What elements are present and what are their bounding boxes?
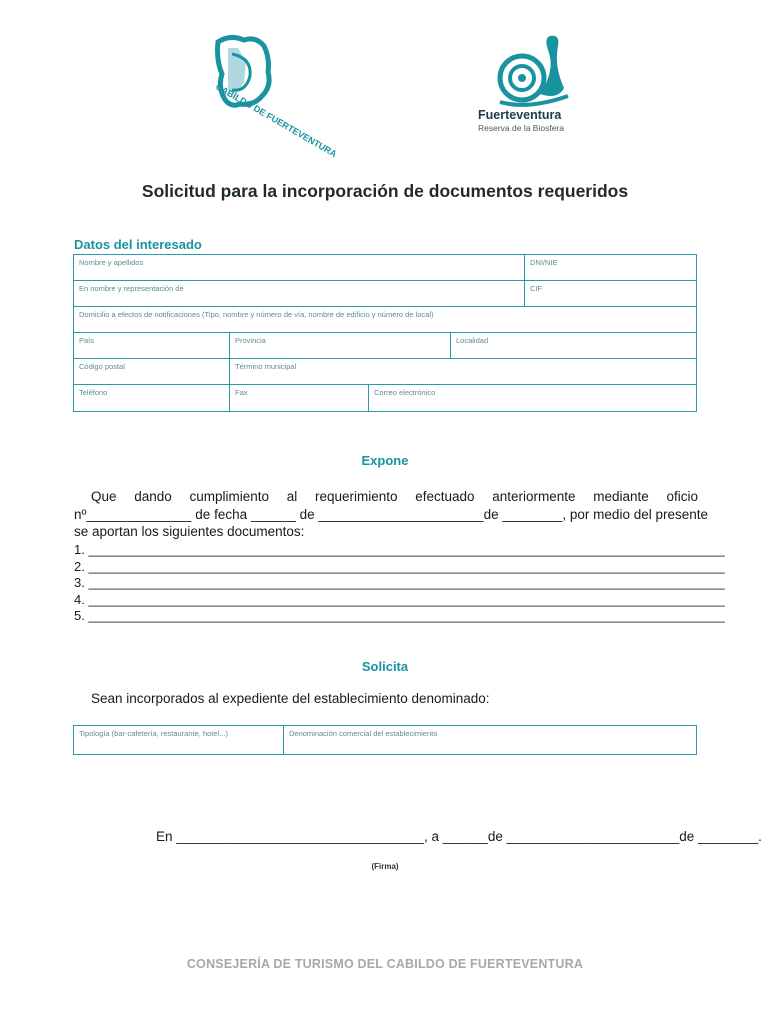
field-termino-municipal[interactable]: Término municipal bbox=[230, 359, 696, 385]
field-pais[interactable]: País bbox=[74, 333, 230, 359]
documento-item-3[interactable]: 3. ________________________________________________________________________________________ bbox=[74, 575, 725, 590]
field-telefono[interactable]: Teléfono bbox=[74, 385, 230, 411]
cabildo-logo-text: CABILDO DE FUERTEVENTURA bbox=[214, 81, 339, 160]
expone-line-3: se aportan los siguientes documentos: bbox=[74, 524, 305, 539]
expone-paragraph bbox=[74, 488, 709, 541]
cabildo-logo bbox=[196, 32, 339, 160]
field-tipologia[interactable]: Tipología (bar-cafetería, restaurante, hotel...) bbox=[74, 726, 284, 754]
field-domicilio[interactable]: Domicilio a efectos de notificaciones (Tipo, nombre y número de vía, nombre de edificio y número de local) bbox=[74, 307, 696, 333]
field-representacion[interactable]: En nombre y representación de bbox=[74, 281, 525, 307]
datos-form bbox=[73, 254, 697, 412]
fuerteventura-biosfera-logo bbox=[478, 30, 598, 134]
field-dni[interactable]: DNI/NIE bbox=[525, 255, 696, 281]
logo-brand-text: Fuerteventura bbox=[478, 108, 562, 122]
firma-place-date-line[interactable]: En _________________________________, a ______de _______________________de ________. bbox=[156, 829, 762, 844]
field-nombre[interactable]: Nombre y apellidos bbox=[74, 255, 525, 281]
documento-item-1[interactable]: 1. ________________________________________________________________________________________ bbox=[74, 542, 725, 557]
solicita-text: Sean incorporados al expediente del establecimiento denominado: bbox=[91, 691, 490, 706]
logo-subtitle-text: Reserva de la Biosfera bbox=[478, 123, 564, 133]
datos-heading: Datos del interesado bbox=[74, 237, 202, 252]
footer-text: CONSEJERÍA DE TURISMO DEL CABILDO DE FUERTEVENTURA bbox=[186, 957, 584, 971]
field-provincia[interactable]: Provincia bbox=[230, 333, 451, 359]
field-localidad[interactable]: Localidad bbox=[451, 333, 696, 359]
establecimiento-form bbox=[73, 725, 697, 755]
field-denominacion[interactable]: Denominación comercial del establecimiento bbox=[289, 729, 438, 738]
field-cif[interactable]: CIF bbox=[525, 281, 696, 307]
expone-line-1: Que dando cumplimiento al requerimiento efectuado anteriormente mediante oficio bbox=[91, 489, 698, 504]
field-codigo-postal[interactable]: Código postal bbox=[74, 359, 230, 385]
field-correo[interactable]: Correo electrónico bbox=[374, 388, 436, 397]
solicita-heading: Solicita bbox=[361, 659, 409, 674]
firma-label: (Firma) bbox=[371, 862, 399, 871]
expone-line-2: nº______________ de fecha ______ de ______________________de ________, por medio del presente bbox=[74, 506, 709, 522]
page-title: Solicitud para la incorporación de documentos requeridos bbox=[141, 181, 629, 201]
expone-heading: Expone bbox=[361, 453, 409, 468]
documento-item-4[interactable]: 4. ________________________________________________________________________________________ bbox=[74, 592, 725, 607]
documento-item-2[interactable]: 2. ________________________________________________________________________________________ bbox=[74, 559, 725, 574]
field-fax[interactable]: Fax bbox=[230, 385, 369, 411]
documento-item-5[interactable]: 5. ________________________________________________________________________________________ bbox=[74, 608, 725, 623]
